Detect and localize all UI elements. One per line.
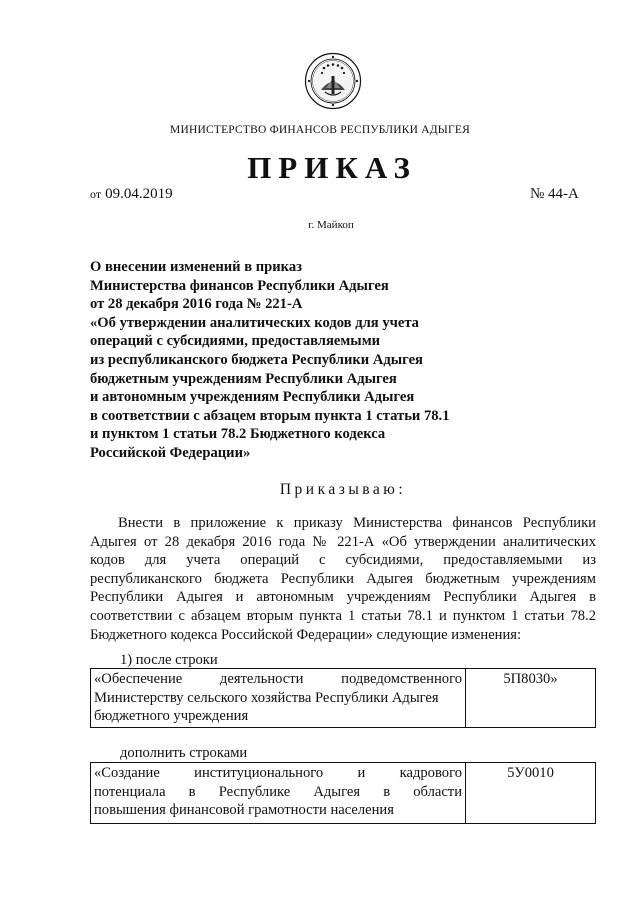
item1-desc-line: Министерству сельского хозяйства Республики Адыгея [94,689,439,706]
heading-line: бюджетным учреждениям Республики Адыгея [90,370,397,387]
order-directive-word: Приказываю: [279,481,407,498]
heading-line: О внесении изменений в приказ [90,259,303,275]
item2-desc-line: повышения финансовой грамотности населения [94,802,394,819]
table-row [91,669,596,728]
paragraph-line: Бюджетного кодекса Российской Федерации» следующие изменения: [90,626,522,643]
item1-table [90,668,596,728]
heading-line: операций с субсидиями, предоставляемыми [90,333,381,350]
order-subject-heading [90,258,450,463]
heading-line: Министерства финансов Республики Адыгея [90,277,389,294]
item1-description-cell [91,669,466,728]
table-row [91,763,596,824]
heading-line: «Об утверждении аналитических кодов для учета [90,314,419,331]
paragraph-line: Адыгея от 28 декабря 2016 года № 221-А «Об утверждении аналитических [90,533,596,550]
ministry-name: МИНИСТЕРСТВО ФИНАНСОВ РЕСПУБЛИКИ АДЫГЕЯ [170,124,470,136]
date-prefix: от [90,187,102,201]
item1-label: 1) после строки [120,652,218,668]
heading-line: Российской Федерации» [90,444,251,461]
item1-desc-line: бюджетного учреждения [94,708,249,725]
heading-line: от 28 декабря 2016 года № 221-А [90,296,303,313]
paragraph-line: республиканского бюджета Республики Адыгея бюджетным учреждениям [90,570,596,587]
date-value: 09.04.2019 [105,186,173,202]
item2-desc-line: потенциала в Республике Адыгея в области [94,783,462,800]
order-date [90,186,173,203]
item2-code-cell: 5У0010 [466,763,596,824]
item2-description-cell [91,763,466,824]
item2-desc-line: «Создание институционального и кадрового [94,765,462,781]
item2-label: дополнить строками [120,745,248,761]
heading-line: из республиканского бюджета Республики Адыгея [90,351,423,368]
order-body-paragraph [90,514,596,644]
paragraph-line: кодов для учета операций с субсидиями, предоставляемыми из [90,552,596,569]
item1-desc-line: «Обеспечение деятельности подведомственного [94,671,462,687]
paragraph-line: соответствии с абзацем вторым пункта 1 статьи 78.1 и пунктом 1 статьи 78.2 [90,607,596,624]
heading-line: в соответствии с абзацем вторым пункта 1 статьи 78.1 [90,407,450,424]
document-title: ПРИКАЗ [247,150,417,185]
order-number: № 44-А [530,186,579,202]
heading-line: и автономным учреждениям Республики Адыгея [90,389,415,406]
item1-code-cell: 5П8030» [466,669,596,728]
heading-line: и пунктом 1 статьи 78.2 Бюджетного кодекса [90,426,386,443]
paragraph-line: Внести в приложение к приказу Министерства финансов Республики [118,515,596,531]
coat-of-arms-emblem [304,52,362,110]
paragraph-line: Республики Адыгея и автономным учреждениям Республики Адыгея в [90,589,596,606]
item2-table [90,762,596,824]
city-name: г. Майкоп [308,219,354,231]
